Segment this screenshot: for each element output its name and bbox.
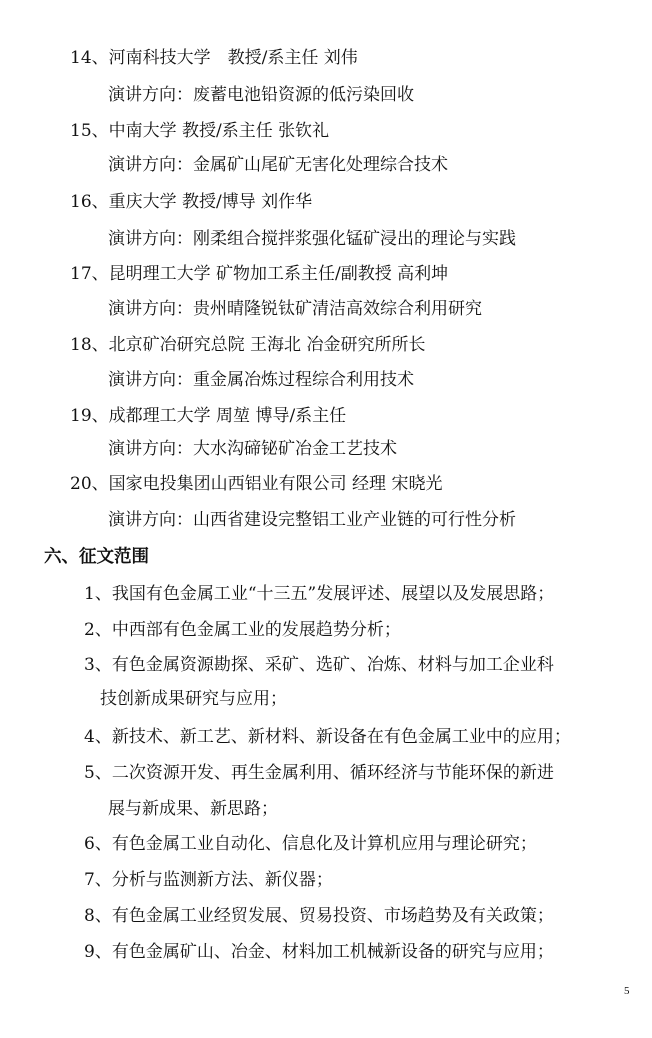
- speaker-entry: 19、成都理工大学 周堃 博导/系主任: [70, 406, 347, 426]
- speaker-topic: 演讲方向：废蓄电池铅资源的低污染回收: [108, 85, 414, 105]
- list-item: 6、有色金属工业自动化、信息化及计算机应用与理论研究；: [84, 834, 537, 854]
- speaker-entry: 20、国家电投集团山西铝业有限公司 经理 宋晓光: [70, 474, 443, 494]
- speaker-topic: 演讲方向：金属矿山尾矿无害化处理综合技术: [108, 155, 448, 175]
- speaker-topic: 演讲方向：山西省建设完整铝工业产业链的可行性分析: [108, 510, 516, 530]
- section-heading: 六、征文范围: [44, 547, 149, 567]
- list-item: 4、新技术、新工艺、新材料、新设备在有色金属工业中的应用；: [84, 727, 571, 747]
- speaker-entry: 16、重庆大学 教授/博导 刘作华: [70, 192, 313, 212]
- list-item: 7、分析与监测新方法、新仪器；: [84, 870, 333, 890]
- speaker-topic: 演讲方向：刚柔组合搅拌浆强化锰矿浸出的理论与实践: [108, 229, 516, 249]
- speaker-topic: 演讲方向：重金属冶炼过程综合利用技术: [108, 370, 414, 390]
- list-item: 1、我国有色金属工业“十三五”发展评述、展望以及发展思路；: [84, 584, 555, 604]
- list-item: 9、有色金属矿山、冶金、材料加工机械新设备的研究与应用；: [84, 942, 554, 962]
- speaker-entry: 17、昆明理工大学 矿物加工系主任/副教授 高利坤: [70, 264, 449, 284]
- list-item: 8、有色金属工业经贸发展、贸易投资、市场趋势及有关政策；: [84, 906, 554, 926]
- speaker-topic: 演讲方向：大水沟碲铋矿冶金工艺技术: [108, 439, 397, 459]
- list-item: 5、二次资源开发、再生金属利用、循环经济与节能环保的新进: [84, 763, 554, 783]
- list-item-continuation: 展与新成果、新思路；: [108, 799, 278, 819]
- page-number: 5: [624, 985, 630, 997]
- list-item-continuation: 技创新成果研究与应用；: [100, 689, 287, 709]
- speaker-entry: 14、河南科技大学 教授/系主任 刘伟: [70, 48, 358, 68]
- speaker-entry: 18、北京矿冶研究总院 王海北 冶金研究所所长: [70, 335, 426, 355]
- list-item: 3、有色金属资源勘探、采矿、选矿、冶炼、材料与加工企业科: [84, 655, 554, 675]
- speaker-topic: 演讲方向：贵州晴隆锐钛矿清洁高效综合利用研究: [108, 299, 482, 319]
- list-item: 2、中西部有色金属工业的发展趋势分析；: [84, 620, 401, 640]
- speaker-entry: 15、中南大学 教授/系主任 张钦礼: [70, 121, 330, 141]
